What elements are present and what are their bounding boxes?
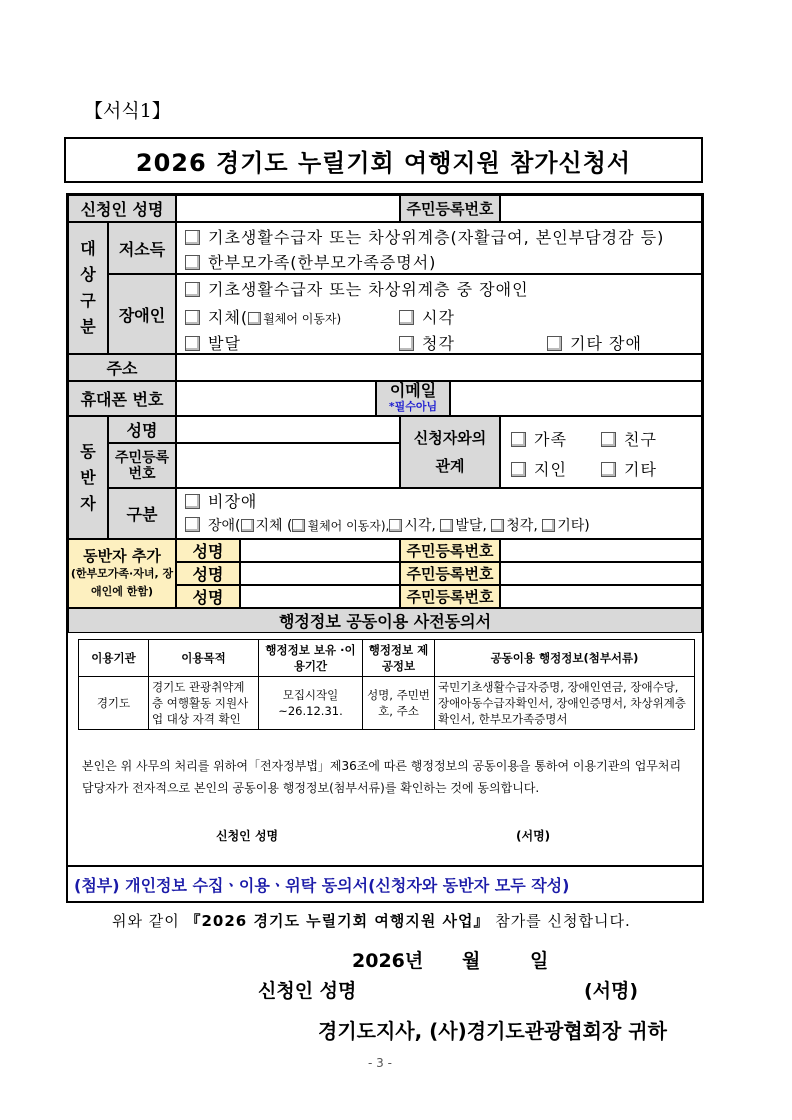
checkbox-icon[interactable]: [491, 519, 504, 532]
consent-header-cell: 행정정보 제공정보: [363, 640, 435, 677]
extra-name-input[interactable]: [240, 562, 400, 585]
checkbox-icon[interactable]: [248, 312, 261, 325]
disabled-label: 장애인: [108, 274, 176, 354]
checkbox-icon[interactable]: [185, 494, 200, 509]
footer-sign-label: (서명): [584, 980, 639, 1002]
page-number: - 3 -: [368, 1056, 392, 1070]
low-income-option-2[interactable]: [185, 250, 436, 273]
option-label: 기초생활수급자 또는 차상위계층 중 장애인: [208, 280, 529, 299]
email-input[interactable]: [450, 381, 702, 416]
companion-label: [68, 416, 108, 539]
option-label: 친구: [624, 430, 657, 449]
email-label-cell: [376, 381, 450, 416]
date-month: 월: [462, 950, 481, 972]
applicant-name-label: 신청인 성명: [68, 195, 176, 222]
checkbox-icon[interactable]: [601, 462, 616, 477]
consent-header-cell: 이용기관: [79, 640, 149, 677]
target-char: 분: [80, 317, 96, 336]
phone-input[interactable]: [176, 381, 376, 416]
extra-companion-title: 동반자 추가: [83, 546, 161, 565]
recipient: 경기도지사, (사)경기도관광협회장 귀하: [318, 1019, 667, 1043]
form-number-label: 【서식1】: [84, 100, 171, 122]
checkbox-icon[interactable]: [241, 519, 254, 532]
extra-companion-note: (한부모가족·자녀, 장애인에 한함): [70, 566, 174, 598]
disabled-option-body[interactable]: [185, 305, 341, 328]
consent-sign-label: (서명): [516, 829, 551, 843]
companion-type-options: [176, 488, 702, 539]
option-label: 가족: [534, 430, 567, 449]
checkbox-icon[interactable]: [511, 432, 526, 447]
applicant-name-input[interactable]: [176, 195, 400, 222]
consent-cell: 경기도 관광취약계층 여행활동 지원사업 대상 자격 확인: [149, 677, 259, 730]
relation-family[interactable]: [511, 427, 567, 450]
applicant-rrn-label: 주민등록번호: [400, 195, 500, 222]
checkbox-icon[interactable]: [185, 517, 200, 532]
relation-other[interactable]: [601, 457, 657, 480]
extra-rrn-input[interactable]: [500, 562, 702, 585]
companion-char: 자: [80, 493, 96, 513]
relation-friend[interactable]: [601, 427, 657, 450]
consent-table-row: [79, 677, 695, 730]
email-label: 이메일: [389, 380, 437, 400]
disabled-option-sight[interactable]: [399, 305, 455, 328]
statement-program: 『2026 경기도 누릴기회 여행지원 사업』: [185, 912, 490, 930]
relation-options: [500, 416, 702, 488]
companion-rrn-label: 주민등록번호: [108, 443, 176, 488]
option-label: 비장애: [208, 492, 258, 511]
option-label: 발달: [208, 334, 241, 353]
disabled-header-option[interactable]: [185, 277, 529, 300]
option-label: 기초생활수급자 또는 차상위계층(자활급여, 본인부담경감 등): [208, 228, 665, 247]
consent-title: 행정정보 공동이용 사전동의서: [68, 608, 702, 633]
extra-rrn-label: 주민등록번호: [400, 539, 500, 562]
phone-label: 휴대폰 번호: [68, 381, 176, 416]
checkbox-icon[interactable]: [389, 519, 402, 532]
option-label: 발달,: [455, 518, 487, 534]
relation-label: 신청자와의 관계: [400, 416, 500, 488]
companion-name-input[interactable]: [176, 416, 400, 443]
option-label: 기타 장애: [570, 334, 642, 353]
consent-cell: 성명, 주민번호, 주소: [363, 677, 435, 730]
companion-name-label: 성명: [108, 416, 176, 443]
applicant-rrn-input[interactable]: [500, 195, 702, 222]
option-label: 지체 (: [255, 518, 293, 534]
consent-signer-label: 신청인 성명: [216, 829, 279, 843]
checkbox-icon[interactable]: [292, 519, 305, 532]
type-non-disabled[interactable]: [185, 489, 257, 512]
companion-rrn-input[interactable]: [176, 443, 400, 488]
option-label: 지체(: [208, 308, 249, 327]
option-label: 휠체어 이동자),: [307, 519, 390, 533]
email-optional-note: *필수아님: [388, 399, 438, 413]
consent-header-cell: 행정정보 보유 ·이용기간: [259, 640, 363, 677]
form-title: 2026 경기도 누릴기회 여행지원 참가신청서: [64, 137, 703, 183]
checkbox-icon[interactable]: [440, 519, 453, 532]
consent-cell: 모집시작일 ~26.12.31.: [259, 677, 363, 730]
checkbox-icon[interactable]: [185, 255, 200, 270]
extra-name-label: 성명: [176, 585, 240, 608]
application-statement: [112, 910, 631, 931]
low-income-options: [176, 222, 702, 274]
checkbox-icon[interactable]: [399, 310, 414, 325]
checkbox-icon[interactable]: [185, 282, 200, 297]
option-label: 청각: [422, 334, 455, 353]
companion-char: 동: [80, 441, 96, 461]
companion-type-label: 구분: [108, 488, 176, 539]
checkbox-icon[interactable]: [547, 336, 562, 351]
extra-rrn-label: 주민등록번호: [400, 585, 500, 608]
low-income-option-1[interactable]: [185, 225, 664, 248]
attachment-notice: (첨부) 개인정보 수집ㆍ이용ㆍ위탁 동의서(신청자와 동반자 모두 작성): [68, 865, 702, 901]
disabled-option-hearing[interactable]: [399, 331, 455, 354]
consent-cell: 경기도: [79, 677, 149, 730]
address-input[interactable]: [176, 354, 702, 381]
disabled-option-other[interactable]: [547, 331, 642, 354]
consent-table: [78, 639, 695, 730]
disabled-options: [176, 274, 702, 354]
checkbox-icon[interactable]: [185, 336, 200, 351]
relation-acquaintance[interactable]: [511, 457, 567, 480]
extra-rrn-label: 주민등록번호: [400, 562, 500, 585]
extra-name-input[interactable]: [240, 585, 400, 608]
target-char: 대: [80, 239, 96, 258]
address-label: 주소: [68, 354, 176, 381]
statement-prefix: 위와 같이: [112, 912, 186, 930]
option-label: 지인: [534, 460, 567, 479]
statement-suffix: 참가를 신청합니다.: [489, 912, 631, 930]
application-form: [66, 193, 704, 903]
option-label: 청각,: [506, 518, 538, 534]
option-label: 기타: [624, 460, 657, 479]
checkbox-icon[interactable]: [185, 310, 200, 325]
date-day: 일: [530, 950, 549, 972]
consent-header-cell: 이용목적: [149, 640, 259, 677]
extra-rrn-input[interactable]: [500, 585, 702, 608]
extra-rrn-input[interactable]: [500, 539, 702, 562]
option-label: 시각: [422, 308, 455, 327]
checkbox-icon[interactable]: [601, 432, 616, 447]
companion-char: 반: [80, 467, 96, 487]
extra-companion-label: [68, 539, 176, 608]
type-disabled-line[interactable]: [185, 515, 590, 535]
disabled-option-developmental[interactable]: [185, 331, 241, 354]
option-label: 한부모가족(한부모가족증명서): [208, 253, 437, 272]
consent-header-cell: 공동이용 행정정보(첨부서류): [435, 640, 695, 677]
extra-name-label: 성명: [176, 562, 240, 585]
option-label: 기타): [557, 518, 590, 534]
option-label: 장애(: [208, 518, 241, 534]
checkbox-icon[interactable]: [511, 462, 526, 477]
consent-cell: 국민기초생활수급자증명, 장애인연금, 장애수당, 장애아동수급자확인서, 장애인증명서, 차상위계층 확인서, 한부모가족증명서: [435, 677, 695, 730]
extra-name-label: 성명: [176, 539, 240, 562]
checkbox-icon[interactable]: [399, 336, 414, 351]
consent-statement: 본인은 위 사무의 처리를 위하여「전자정부법」제36조에 따른 행정정보의 공동이용을 통하여 이용기관의 업무처리담당자가 전자적으로 본인의 공동이용 행정정보(첨부서류)를 확인하는 것에 동의합니다.: [82, 759, 682, 795]
checkbox-icon[interactable]: [185, 230, 200, 245]
option-label: 휠체어 이동자): [263, 312, 342, 326]
consent-table-header: [79, 640, 695, 677]
option-label: 시각,: [404, 518, 436, 534]
target-char: 구: [80, 291, 96, 310]
date-year: 2026년: [352, 950, 424, 972]
target-char: 상: [80, 265, 96, 284]
target-category-label: [68, 222, 108, 354]
footer-applicant-label: 신청인 성명: [258, 980, 357, 1002]
checkbox-icon[interactable]: [542, 519, 555, 532]
extra-name-input[interactable]: [240, 539, 400, 562]
low-income-label: 저소득: [108, 222, 176, 274]
